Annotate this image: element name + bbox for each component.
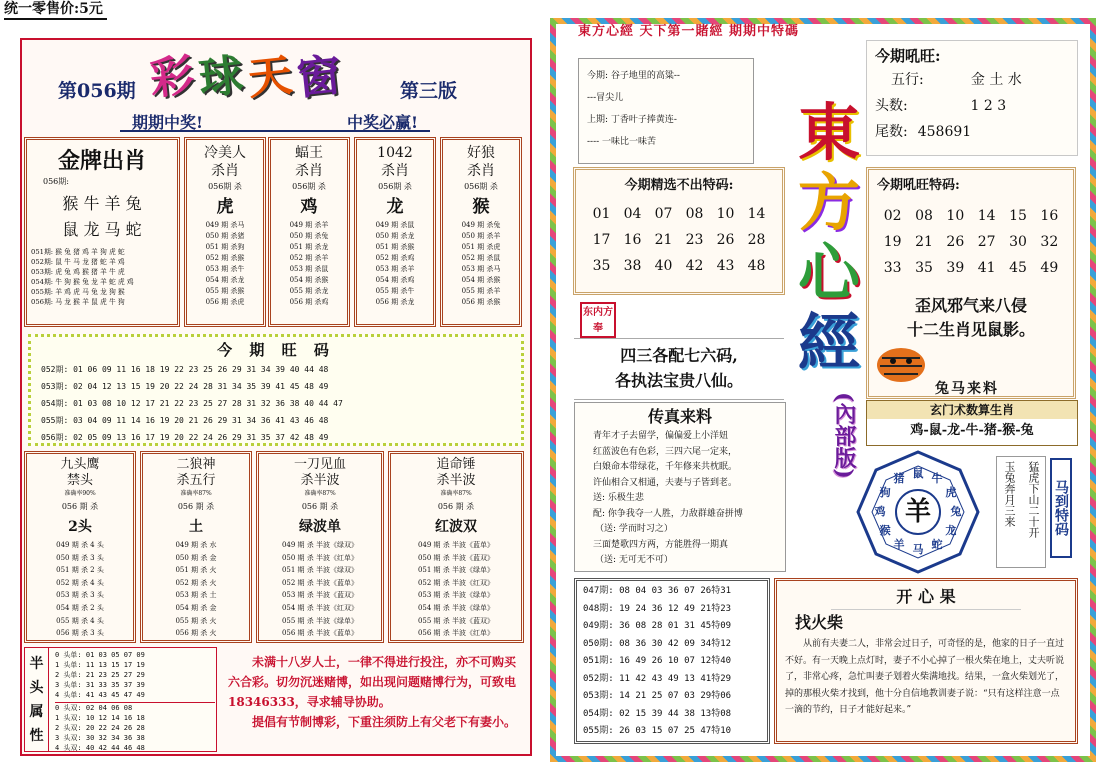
kill-column-row: 052 期 杀鸡 [375,254,415,262]
kill-column-title: 冷美人 [204,145,246,161]
kill-column-subtitle: 杀肖 [211,163,239,179]
number-cell: 01 [592,206,611,222]
four-lines [574,338,784,400]
number-cell: 15 [1009,208,1027,224]
kill-column [268,137,350,327]
kill-column-title: 追命锤 [436,457,476,472]
kill-column-row: 052 期 杀 半波《蓝单》 [281,578,359,587]
results-rows [583,583,761,741]
side-verse-line: 玉兔奔月三来 [1003,461,1016,527]
results-box [574,578,770,744]
kill-column-row: 055 期 杀龙 [289,287,329,295]
gold-history-row: 052期: 鼠 牛 马 龙 猪 蛇 羊 鸡 [31,258,125,266]
fax-line: 白娘命本带绿花，千年修来共枕眠。 [593,462,738,472]
compass-zodiac: 鼠 [912,467,924,480]
poem-box [578,58,754,164]
kill-column-subtitle: 杀半波 [300,473,340,488]
side-verse-line: 猛虎下山二十开 [1027,461,1040,538]
zodiac-calc-list: 鸡-鼠-龙-牛-猪-猴-兔 [910,423,1034,438]
half-head-char: 属 [29,704,44,720]
kill-column-row: 051 期 杀龙 [289,243,329,251]
kill-column [440,137,522,327]
number-cell: 43 [716,258,735,274]
kill-column-row: 050 期 杀猪 [205,232,245,240]
kill-column-row: 049 期 杀兔 [461,221,501,229]
gold-pick-issue: 056期: [43,177,69,186]
kill-column-accuracy: 准确率90% [64,490,96,497]
joke-box [774,578,1078,744]
kill-column-accuracy: 准确率87% [440,490,472,497]
result-row: 048期: 19 24 36 12 49 21特23 [583,603,732,614]
kill-column-row: 050 期 杀龙 [375,232,415,240]
four-line-1: 四三各配七六码, [620,346,738,365]
number-cell: 48 [747,258,766,274]
title-char: 心 [797,236,860,309]
right-banner: 東方心經 天下第一賭經 期期中特碼 [578,24,800,39]
kill-column-row: 050 期 杀羊 [461,232,501,240]
kill-column-title: 蝠王 [295,145,323,161]
compass-zodiac: 龙 [945,524,957,537]
kill-column-title: 九头鹰 [60,457,100,472]
kill-column-row: 055 期 杀羊 [461,287,501,295]
kill-column-row: 050 期 杀 金 [175,553,217,562]
gold-pick-title: 金牌出肖 [57,148,146,174]
kill-column-row: 051 期 杀 2 头 [56,566,104,575]
half-head-row: 4 头双: 40 42 44 46 48 [55,744,145,752]
kill-column [354,137,436,327]
tou-value: 1 2 3 [970,98,1007,114]
kill-column-row: 054 期 杀 金 [175,603,217,612]
result-row: 053期: 14 21 25 07 03 29特06 [583,691,732,701]
notice-line: 未满十八岁人士，一律不得进行投注，亦不可购买六合彩。切勿沉迷赌博，如出现问题赌博行为，可致电18346333，寻求辅导协助。 [228,655,517,709]
hot-special-poem-1: 歪风邪气来八侵 [914,296,1027,315]
wei-value: 458691 [917,124,972,140]
gold-history-row: 056期: 马 龙 猴 羊 鼠 虎 牛 狗 [31,298,125,306]
kill-column-row: 055 期 杀猴 [205,287,245,295]
half-head-rows [55,650,215,753]
fax-line: 红蓝波色有色彩，三四六尾一定来， [593,446,738,457]
number-cell: 10 [716,206,735,222]
number-cell: 45 [1009,260,1027,276]
kill-column-issue: 056 期 杀 [177,502,215,511]
logo-char: 窗 [294,49,344,106]
kill-column-row: 053 期 杀 半波《蓝双》 [281,591,359,600]
half-head-row: 2 头单: 21 23 25 27 29 [55,671,145,679]
half-head-row: 2 头双: 20 22 24 26 28 [55,724,145,732]
half-head-char: 性 [29,728,44,744]
excluded-numbers-title: 今期精选不出特码: [624,178,734,193]
price-label: 统一零售价:5元 [4,0,107,20]
kill-column-row: 053 期 杀 3 头 [56,591,104,600]
edition-label: 第三版 [400,80,458,102]
kill-column-row: 051 期 杀虎 [461,243,501,251]
kill-column-row: 051 期 杀 火 [175,566,217,575]
hot-numbers-title: 今 期 旺 码 [217,341,335,359]
wei-label: 尾数: [875,124,908,140]
notice-text [228,652,524,752]
number-cell: 21 [654,232,673,248]
wuxing-row [875,67,1069,93]
kill-column-row: 051 期 杀狗 [205,243,245,251]
kill-column-row: 050 期 杀兔 [289,232,329,240]
hot-numbers-rows [41,361,511,446]
hot-numbers-row: 052期: 01 06 09 11 16 18 19 22 23 25 26 29 31 34 39 40 44 48 [41,365,329,374]
half-head-char: 半 [29,656,44,672]
excluded-numbers-box [573,167,785,295]
compass-zodiac: 羊 [893,537,905,551]
fax-lines [581,429,779,569]
tiger-icon [874,344,928,384]
compass-zodiac: 虎 [945,486,957,499]
slogan-2: 中奖必赢! [346,113,418,132]
kill-column-2 [24,451,136,643]
fax-line: （送: 无可无不可） [595,555,673,565]
kill-column-row: 054 期 杀 半波《绿单》 [417,603,495,612]
half-head-label [25,648,49,751]
kill-column-row: 055 期 杀 4 头 [56,616,104,625]
number-cell: 08 [685,206,704,222]
kill-column-row: 056 期 杀 3 头 [56,629,104,638]
number-cell: 27 [977,234,996,250]
kill-column-result: 红波双 [435,519,477,535]
gold-pick-line2: 鼠 龙 马 蛇 [62,220,142,239]
fax-line: （送: 学而时习之） [595,524,673,534]
kill-column-row: 056 期 杀鸡 [289,298,329,306]
kill-column-issue: 056期 杀 [208,182,242,191]
kill-column-row: 054 期 杀猴 [461,276,501,284]
poem-line: ---- 一味比一味苦 [587,137,657,147]
title-char: 東 [797,96,860,169]
number-cell: 35 [915,260,933,276]
kill-column-row: 054 期 杀 2 头 [56,603,104,612]
side-stamp: 马到特码 [1050,458,1072,558]
half-head-row: 0 头双: 02 04 06 08 [55,702,215,713]
fax-line: 配: 你争我夺一人胜，力敌群雄奋拼博 [593,508,743,519]
number-cell: 08 [915,208,933,224]
compass-zodiac: 猪 [893,472,905,486]
number-cell: 42 [685,258,704,274]
kill-column-row: 054 期 杀鸡 [375,276,415,284]
number-cell: 28 [747,232,766,248]
kill-column-row: 051 期 杀 半波《绿双》 [281,566,359,575]
number-cell: 32 [1040,234,1059,250]
gold-history-row: 055期: 羊 鸡 虎 马 兔 龙 狗 猴 [31,288,125,296]
compass-zodiac: 狗 [879,486,891,499]
kill-column-row: 054 期 杀猴 [289,276,329,284]
fax-title: 传真来料 [647,407,712,426]
logo-char: 天 [245,49,295,106]
wuxing-value: 金 土 水 [970,72,1022,88]
fax-line: 送: 乐极生悲 [593,493,644,503]
kill-column-2 [388,451,524,643]
kill-column-result: 虎 [216,197,234,217]
kill-column-row: 056 期 杀龙 [375,298,415,306]
gold-pick-line1: 猴 牛 羊 兔 [62,194,142,213]
kill-column-title: 好狼 [467,145,495,161]
kill-column-subtitle: 禁头 [66,473,93,488]
kill-column-accuracy: 准确率87% [180,490,212,497]
kill-column-row: 055 期 杀 半波《绿单》 [281,616,359,625]
kill-column-row: 056 期 杀 火 [175,629,217,638]
hot-numbers-row: 056期: 02 05 09 13 16 17 19 20 22 24 26 29 31 35 37 42 48 49 [41,433,329,442]
poem-line: 今期: 谷子地里的高粱-- [587,71,680,81]
hot-special-grid [877,208,1065,276]
result-row: 052期: 11 42 43 49 13 41特29 [583,673,732,684]
joke-subtitle: 找火柴 [795,613,844,632]
kill-column-row: 053 期 杀马 [461,265,501,273]
kill-column-row: 055 期 杀牛 [375,287,415,295]
kill-column-row: 049 期 杀鼠 [375,221,415,229]
slogan-1: 期期中奖! [132,113,204,132]
result-row: 047期: 08 04 03 36 07 26特31 [583,586,732,596]
excluded-numbers-grid [586,206,772,274]
number-cell: 26 [716,232,735,248]
number-cell: 40 [654,258,673,274]
gold-history-row: 051期: 猴 兔 猪 鸡 羊 狗 虎 蛇 [31,248,125,256]
half-head-row: 3 头双: 30 32 34 36 38 [55,734,145,742]
kill-column-row: 049 期 杀 半波《绿双》 [281,541,359,549]
wei-row [875,119,1069,145]
kill-column-row: 049 期 杀羊 [289,221,329,229]
kill-column-subtitle: 杀肖 [381,163,409,179]
kill-column-row: 052 期 杀鼠 [461,254,501,262]
kill-column-row: 054 期 杀 半波《红双》 [281,603,359,612]
hot-summary-box [866,40,1078,156]
kill-column-subtitle: 杀肖 [295,163,323,179]
compass-center: 羊 [904,497,931,527]
four-line-2: 各执法宝贵八仙。 [614,371,743,390]
hot-numbers-row: 055期: 03 04 09 11 14 16 19 20 21 26 29 31 34 36 41 43 46 48 [41,416,329,425]
kill-column-row: 053 期 杀牛 [205,265,245,273]
kill-column-result: 鸡 [300,197,318,217]
rabbit-source-title: 兔马来料 [935,381,999,397]
kill-column-row: 053 期 杀羊 [375,265,415,273]
kill-column-accuracy: 准确率87% [304,490,336,497]
side-verse [996,456,1046,568]
kill-column-row: 049 期 杀马 [205,221,245,229]
number-cell: 17 [592,232,611,248]
number-cell: 14 [977,208,996,224]
kill-column-subtitle: 杀肖 [467,163,495,179]
wuxing-label: 五行: [891,72,924,88]
number-cell: 02 [883,208,902,224]
slogan-bar [120,110,430,132]
gold-history-row: 053期: 虎 兔 鸡 猴 猪 羊 牛 虎 [31,268,125,276]
kill-column-row: 055 期 杀 火 [175,616,217,625]
kill-column-row: 052 期 杀羊 [289,254,329,262]
fax-line: 青年才子去留学，偏偏爱上小洋妞 [593,431,729,441]
title-char: 方 [797,166,860,239]
joke-title: 开 心 果 [831,585,1021,610]
compass-zodiac: 猴 [879,524,891,537]
kill-column-title: 二狼神 [176,457,216,472]
title-char: 經 [797,306,860,379]
logo-caiqiutianchuang [147,49,390,108]
kill-column-result: 绿波单 [299,519,341,535]
kill-column-row: 052 期 杀 4 头 [56,578,104,587]
result-row: 054期: 02 15 39 44 38 13特08 [583,708,732,719]
number-cell: 33 [883,260,902,276]
tou-label: 头数: [875,98,908,114]
hot-summary-title: 今期吼旺: [875,47,941,65]
number-cell: 14 [747,206,766,222]
number-cell: 41 [977,260,996,276]
kill-column-issue: 056期 杀 [292,182,326,191]
poem-line: ---冒尖儿 [587,93,624,103]
fax-line: 三面楚歌四方两，方能胜得一期真 [593,539,729,550]
hot-special-poem-2: 十二生肖见鼠影。 [906,320,1035,339]
gold-pick-history [31,247,173,307]
kill-column-title: 1042 [377,145,413,161]
result-row: 051期: 16 49 26 10 07 12特40 [583,656,732,666]
half-head-char: 头 [29,680,44,696]
number-cell: 49 [1040,260,1059,276]
half-head-row: 1 头双: 10 12 14 16 18 [55,714,145,722]
logo-char: 彩 [147,49,197,106]
half-head-box [24,647,217,752]
kill-column-row: 051 期 杀 半波《绿单》 [417,566,495,575]
result-row: 055期: 26 03 15 07 25 47特10 [583,726,732,736]
kill-column-result: 2头 [68,519,92,535]
kill-column-row: 053 期 杀 土 [175,591,217,600]
hot-numbers-box [28,334,524,446]
half-head-row: 1 头单: 11 13 15 17 19 [55,661,145,669]
kill-column-result: 龙 [386,197,404,217]
kill-column-row: 049 期 杀 半波《蓝单》 [417,541,495,549]
dongfang-title [790,98,868,378]
number-cell: 10 [946,208,965,224]
inner-edition: (內部版) [831,392,857,479]
number-cell: 35 [592,258,611,274]
kill-column-issue: 056 期 杀 [61,502,99,511]
kill-column-subtitle: 杀五行 [176,473,216,488]
kill-column-row: 056 期 杀虎 [205,298,245,306]
number-cell: 39 [946,260,965,276]
kill-column-row: 056 期 杀 半波《蓝单》 [281,629,359,638]
kill-column-issue: 056 期 杀 [301,502,339,511]
issue-number: 第056期 [58,80,136,102]
logo-char: 球 [196,49,246,106]
kill-column-row: 050 期 杀 半波《红单》 [281,553,359,562]
number-cell: 38 [623,258,642,274]
kill-column [184,137,266,327]
kill-column-issue: 056期 杀 [464,182,498,191]
compass-zodiac: 兔 [950,505,962,518]
kill-column-result: 猴 [472,197,490,217]
number-cell: 16 [1040,208,1059,224]
result-row: 049期: 36 08 28 01 31 45特09 [583,621,732,631]
stamp-seal: 东内方奉 [580,302,616,338]
number-cell: 07 [654,206,673,222]
kill-column-row: 050 期 杀 半波《蓝双》 [417,553,495,562]
kill-column-row: 056 期 杀 半波《红单》 [417,629,495,638]
kill-column-row: 053 期 杀 半波《绿单》 [417,591,495,600]
kill-column-2 [140,451,252,643]
kill-column-subtitle: 杀半波 [436,473,476,488]
hot-special-title: 今期吼旺特码: [877,178,960,193]
number-cell: 23 [685,232,704,248]
number-cell: 04 [623,206,642,222]
kill-column-2 [256,451,384,643]
hot-numbers-row: 054期: 01 03 08 10 12 17 21 22 23 25 27 28 31 32 36 38 40 44 47 [41,399,343,408]
hot-numbers-row: 053期: 02 04 12 13 15 19 20 22 24 28 31 34 35 39 41 45 48 49 [41,382,329,391]
kill-column-result: 土 [189,519,203,535]
kill-column-row: 053 期 杀鼠 [289,265,329,273]
kill-column-row: 050 期 杀 3 头 [56,553,104,562]
kill-column-issue: 056期 杀 [378,182,412,191]
kill-column-row: 049 期 杀 水 [175,541,217,549]
compass-zodiac: 牛 [931,472,943,486]
joke-body: 从前有夫妻二人，非常会过日子，可奇怪的是，他家的日子一直过不好。有一天晚上点灯时，妻子不小心掉了一根火柴在地上，丈夫听说了，非常心疼，急忙叫妻子划着火柴满地找。结果，一盒火柴划光了，掉的那根火柴才找到，他十分自信地教训妻子说：“只有这样注意一点一滴的节约，日子才能好起来。” [785,639,1065,715]
gold-pick-box [24,137,180,327]
kill-column-issue: 056 期 杀 [437,502,475,511]
compass-zodiac: 鸡 [874,505,886,518]
kill-column-title: 一刀见血 [293,457,346,472]
kill-column-row: 054 期 杀龙 [205,276,245,284]
number-cell: 30 [1009,234,1027,250]
number-cell: 16 [623,232,642,248]
half-head-row: 4 头单: 41 43 45 47 49 [55,691,145,699]
kill-column-row: 052 期 杀猴 [205,254,245,262]
half-head-row: 3 头单: 31 33 35 37 39 [55,681,145,689]
fax-line: 许仙相合又相通，夫妻与子皆到老。 [593,477,738,488]
notice-line-2: 提倡有节制博彩，下重注须防上有父老下有妻小。 [252,715,517,729]
tou-row [875,93,1069,119]
kill-column-row: 049 期 杀 4 头 [56,541,104,549]
compass-zodiac: 马 [912,543,924,556]
compass-zodiac: 蛇 [931,537,943,551]
number-cell: 21 [915,234,933,250]
kill-column-row: 051 期 杀猴 [375,243,415,251]
zodiac-compass [848,448,988,578]
result-row: 050期: 08 36 30 42 09 34特12 [583,638,732,649]
kill-column-row: 055 期 杀 半波《蓝双》 [417,616,495,625]
fax-box [574,402,786,572]
zodiac-calc-title: 玄门术数算生肖 [867,401,1077,419]
kill-column-row: 052 期 杀 火 [175,578,217,587]
poem-line: 上期: 丁香叶子捧黄连- [587,115,677,125]
half-head-row: 0 头单: 01 03 05 07 09 [55,651,145,659]
gold-history-row: 054期: 牛 狗 猴 兔 龙 羊 蛇 虎 鸡 [31,278,134,286]
number-cell: 26 [946,234,965,250]
zodiac-calc-box [866,400,1078,446]
kill-column-row: 056 期 杀猴 [461,298,501,306]
number-cell: 19 [883,234,902,250]
kill-column-row: 052 期 杀 半波《红双》 [417,578,495,587]
